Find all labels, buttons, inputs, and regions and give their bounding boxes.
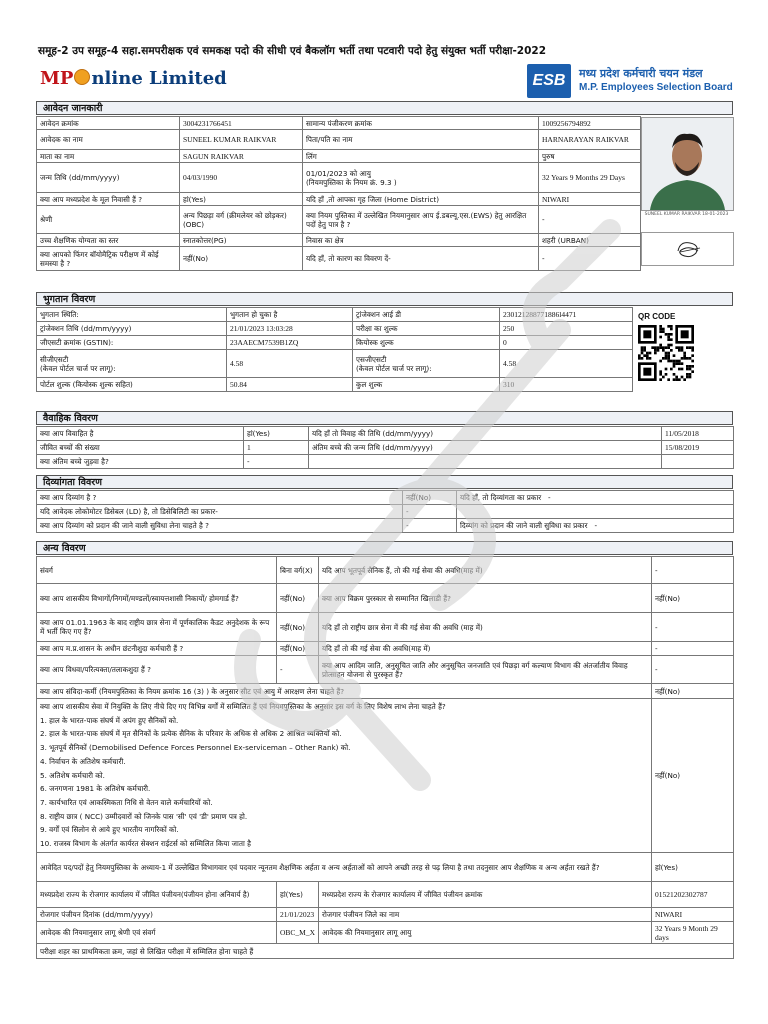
page-title: समूह-2 उप समूह-4 सहा.समपरीक्षक एवं समकक्ष पदो की सीधी एवं बैकलॉग भर्ती तथा पटवारी पदो हेतु संयुक्त भर्ती परीक्षा-2022 [38,45,547,57]
special-category-item: 8. राष्ट्रीय छात्र ( NCC) उम्मीदवारों को जिनके पास 'सी' एवं 'डी' प्रमाण पत्र हो. [40,811,248,821]
esb-logo: ESB मध्य प्रदेश कर्मचारी चयन मंडल M.P. Employees Selection Board [527,64,732,98]
special-category-item: 5. अतिशेष कर्मचारी को. [40,770,105,780]
section-application: आवेदन जानकारी [36,101,733,115]
section-disability: दिव्यांगता विवरण [36,475,733,489]
disability-table: क्या आप दिव्यांग है ? नहीं(No) यदि हाँ, तो दिव्यांगता का प्रकार - यदि आवेदक लोकोमोटर डिसेबल (LD) है, तो डिसेबिलिटी का प्रकार- - क्या आप दिव्यांग को प्रदान की जाने वाली सुविधा लेना चाहते है ? - दिव्यांग को प्रदान की जाने वाली सुविधा का प्रकार - [36,490,734,533]
special-category-item: 2. हाल के भारत-पाक संघर्ष में मृत सैनिकों के प्रत्येक सैनिक के परिवार के अधिक से अधिक 2 आश्रित व्यक्तियों को. [40,729,342,739]
special-category-list [40,714,648,851]
special-category-item: 10. राजस्व विभाग के अंतर्गत कार्यरत सेक्शन राईटर्स को सम्मिलित किया जाता है [40,839,251,849]
applicant-signature [641,232,734,266]
special-category-item: 4. निर्वाचन के अतिशेष कर्मचारी. [40,756,126,766]
applicant-photo [641,117,734,211]
section-other: अन्य विवरण [36,541,733,555]
special-category-item: 9. वर्गों एवं सिलोन से आये हुए भारतीय नागरिकों को. [40,825,179,835]
photo-caption: SUNEEL KUMAR RAIKVAR 18-01-2023 [644,212,729,217]
mponline-o-icon [74,69,90,85]
marital-table: क्या आप विवाहित है हां(Yes) यदि हाँ तो विवाह की तिथि (dd/mm/yyyy) 11/05/2018 जीवित बच्चों की संख्या 1 अंतिम बच्चे की जन्म तिथि (dd/mm/yyyy) 15/08/2019 क्या अंतिम बच्चे जुड़वा है? - [36,426,734,469]
payment-table: भुगतान स्थिति: भुगतान हो चुका है ट्रांजेक्शन आई डी 230121288771886l4471 ट्रांजेक्शन तिथि (dd/mm/yyyy) 21/01/2023 13:03:28 परीक्षा का शुल्क 250 जीएसटी क्रमांक (GSTIN): 23AAECM7539B1ZQ कियोस्क शुल्क 0 सीजीएसटी (केवल पोर्टल चार्ज पर लागू): 4.58 एसजीएसटी (केवल पोर्टल चार्ज पर लागू): 4.58 पोर्टल शुल्क (कियोस्क शुल्क सहित) 50.84 कुल शुल्क 310 [36,307,633,392]
mponline-logo: MP nline Limited [40,68,227,89]
application-table: आवेदन क्रमांक 3004231766451 सामान्य पंजीकरण क्रमांक 1009256794892 आवेदक का नाम SUNEEL KUMAR RAIKVAR पिता/पति का नाम HARNARAYAN RAIKVAR माता का नाम SAGUN RAIKVAR लिंग पुरुष जन्म तिथि (dd/mm/yyyy) 04/03/1990 01/01/2023 को आयु (नियमपुस्तिका के नियम क्रं. 9.3 ) 32 Years 9 Months 29 Days क्या आप मध्यप्रदेश के मूल निवासी हैं ? हां(Yes) यदि हाँ ,तो आपका गृह जिला (Home District) NIWARI श्रेणी अन्य पिछड़ा वर्ग (क्रीमलेयर को छोड़कर) (OBC) क्या नियम पुस्तिका में उल्लेखित नियमानुसार आप ई.डबल्यू.एस.(EWS) हेतु आरक्षित पदों हेतु पात्र है ? - उच्च शैक्षणिक योग्यता का स्तर स्नातकोत्तर(PG) निवास का क्षेत्र शहरी (URBAN) क्या आपको फिंगर बॉयोमैट्रिक परीक्षण में कोई समस्या है ? नहीं(No) यदि हाँ, तो कारण का विवरण दें- - [36,116,641,271]
special-category-item: 3. भूतपूर्व सैनिकों (Demobilised Defence Forces Personnel Ex-serviceman – Other Rank) को. [40,743,351,753]
qr-code-icon [638,325,694,381]
section-payment: भुगतान विवरण [36,292,733,306]
special-category-item: 1. हाल के भारत-पाक संघर्ष में अपंग हुए सैनिकों को. [40,715,179,725]
qr-code-label: QR CODE [638,312,676,321]
other-table: संवर्ग बिना वर्ग(X) यदि आप भूतपूर्व सैनिक हैं, तो की गई सेवा की अवधि(माह में) - क्या आप शासकीय विभागों/निगमों/मण्डलों/स्वायत्तशासी निकायों/ होमगार्ड हैं? नहीं(No) क्या आप विक्रम पुरस्कार से सम्मानित खिलाडी हैं? नहीं(No) क्या आप 01.01.1963 के बाद राष्ट्रीय छात्र सेना में पूर्णकालिक कैडट अनुदेशक के रूप में भर्ती किए गए हैं? नहीं(No) यदि हाँ तो राष्ट्रीय छात्र सेना में की गई सेवा की अवधि (माह में) - क्या आप म.प्र.शासन के अधीन छंटनीशुदा कर्मचारी हैं ? नहीं(No) यदि हाँ तो की गई सेवा की अवधि(माह में) - क्या आप विधवा/परित्यक्ता/तलाकशुदा हैं ? - क्या आप आदिम जाति, अनुसूचित जाति और अनुसूचित जनजाति एवं पिछड़ा वर्ग कल्याण विभाग की अंतर्जातीय विवाह प्रोत्साहन योजना से पुरस्कृत हैं? - क्या आप संविदा-कर्मी (नियमपुस्तिका के नियम क्रमांक 16 (3) ) के अनुसार सीट एवं आयु में आरक्षण लेना चाहते हैं? नहीं(No) क्या आप शासकीय सेवा में नियुक्ति के लिए नीचे दिए गए विभिन्न वर्गों में सम्मिलित हैं एवं नियमपुस्तिका के अनुसार इस वर्ग के लिए विशेष लाभ लेना चाहते हैं? 1. हाल के भारत-पाक संघर्ष में अपंग हुए सैनिकों को. 2. हाल के भारत-पाक संघर्ष में मृत सैनिकों के प्रत्येक सैनिक के परिवार के अधिक से अधिक 2 आश्रित व्यक्तियों को. 3. भूतपूर्व सैनिकों (Demobilised Defence Forces Personnel Ex-serviceman – Other Rank) को. 4. निर्वाचन के अतिशेष कर्मचारी. 5. अतिशेष कर्मचारी को. 6. जनगणना 1981 के अतिशेष कर्मचारी. 7. कार्यभारित एवं आकस्मिकता निधि से वेतन वाले कर्मचारियों को. 8. राष्ट्रीय छात्र ( NCC) उम्मीदवारों को जिनके पास 'सी' एवं 'डी' प्रमाण पत्र हो. 9. वर्गों एवं सिलोन से आये हुए भारतीय नागरिकों को. 10. राजस्व विभाग के अंतर्गत कार्यरत सेक्शन राईटर्स को सम्मिलित किया जाता है नहीं(No) आवेदित पद/पदों हेतु नियमपुस्तिका के अध्याय-1 में उल्लेखित विभागवार एवं पदवार न्यूनतम शैक्षणिक अर्हता व अन्य अर्हताओं को आपने अच्छी तरह से पढ़ लिया है तथा तदनुसार आप शैक्षणिक व अन्य अर्हता रखते हैं? हां(Yes) मध्यप्रदेश राज्य के रोजगार कार्यालय में जीवित पंजीयन(पंजीयन होना अनिवार्य है) हां(Yes) मध्यप्रदेश राज्य के रोजगार कार्यालय में जीवित पंजीयन क्रमांक 01521202302787 रोजगार पंजीयन दिनांक (dd/mm/yyyy) 21/01/2023 रोजगार पंजीयन जिले का नाम NIWARI आवेदक की नियमानुसार लागू श्रेणी एवं संवर्ग OBC_M_X आवेदक की नियमानुसार लागू आयु 32 Years 9 Month 29 days परीक्षा शहर का प्राथमिकता क्रम, जहां से लिखित परीक्षा में सम्मिलित होना चाहते हैं [36,556,734,959]
esb-mark-icon: ESB [527,64,571,98]
section-marital: वैवाहिक विवरण [36,411,733,425]
special-category-item: 7. कार्यभारित एवं आकस्मिकता निधि से वेतन वाले कर्मचारियों को. [40,797,213,807]
special-category-item: 6. जनगणना 1981 के अतिशेष कर्मचारी. [40,784,151,794]
